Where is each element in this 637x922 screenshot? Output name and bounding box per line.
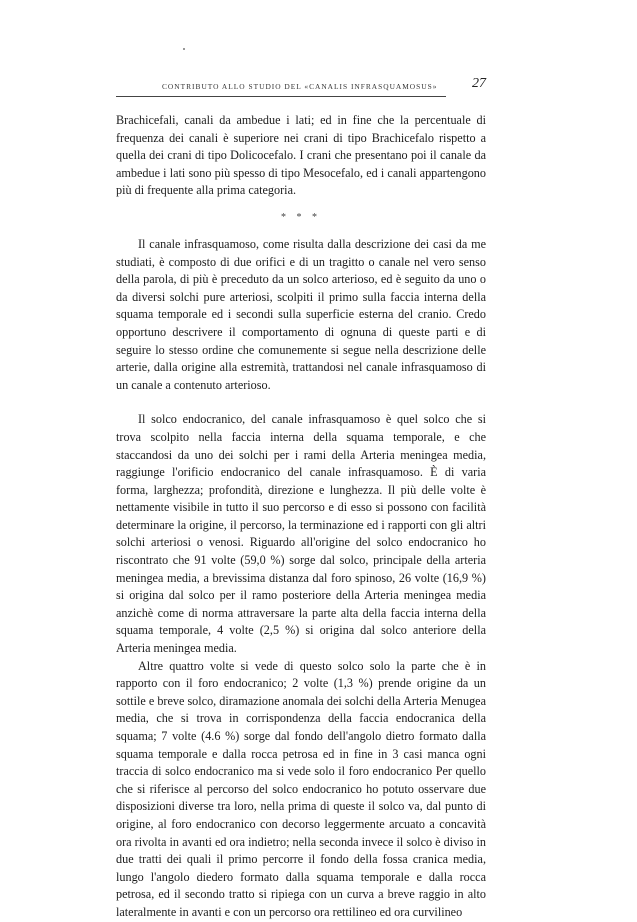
paragraph-groove-course: Altre quattro volte si vede di questo solco solo la parte che è in rapporto con il foro endocranico; 2 volte (1,3 %) prende origine da un sottile e breve solco, diramazione anomala dei solchi della Arteria Menugea media, che si trova in corrispondenza della faccia endocranica della squama; 7 volte (4.6 %) sorge dal fondo dell'angolo dietro formato dalla squama temporale e dalla rocca petrosa ed in fine in 3 casi manca ogni traccia di solco endocranico ma si vede solo il foro endocranico Per quello che si riferisce al percorso del solco endocranico ho potuto osservare due disposizioni diverse tra loro, nella prima di queste il solco va, dal punto di origine, al foro endocranico con decorso leggermente arcuato a concavità ora rivolta in avanti ed ora indietro; nella seconda invece il solco è diviso in due tratti dei quali il primo percorre il fondo della fossa cranica media, lungo l'angolo diedero formato dalla squama temporale e dalla rocca petrosa, ed il secondo tratto si ripiega con un curva a breve raggio in alto lateralmente in avanti e con un percorso ora rettilineo ed ora curvilineo (116, 658, 486, 919)
print-speck (183, 48, 185, 50)
running-title: CONTRIBUTO ALLO STUDIO DEL «CANALIS INFRASQUAMOSUS» (162, 82, 438, 91)
section-asterism: * * * (281, 211, 321, 223)
paragraph-continuation: Brachicefali, canali da ambedue i lati; ed in fine che la percentuale di frequenza dei canali è superiore nei crani di tipo Brachicefalo rispetto a quella dei crani di tipo Dolicocefalo. I crani che presentano poi il canale da ambedue i lati sono più spesso di tipo Mesocefalo, ed i canali appartengono più di frequente alla prima categoria. (116, 113, 486, 198)
page-number: 27 (472, 76, 486, 91)
paragraph-endocranial-groove: Il solco endocranico, del canale infrasquamoso è quel solco che si trova scolpito nella faccia interna della squama temporale, e che staccandosi da uno dei solchi per i rami della Arteria meningea media, raggiunge l'orificio endocranico del canale infrasquamoso. È di varia forma, larghezza; profondità, direzione e lunghezza. Il più delle volte è nettamente visibile in tutto il suo percorso e di esso si possono con facilità determinare la origine, il percorso, la terminazione ed i rapporti con gli altri solchi arteriosi o venosi. Riguardo all'origine del solco endocranico ho riscontrato che 91 volte (59,0 %) sorge dal solco, principale della arteria meningea media, a brevissima distanza dal foro spinoso, 26 volte (16,9 %) si origina dal solco per il ramo posteriore della Arteria meningea media anzichè come di norma attraversare la parte alta della faccia interna della squama temporale, 4 volte (2,5 %) si origina dal solco anteriore della Arteria meningea media. (116, 412, 486, 656)
paragraph-gap (116, 394, 486, 411)
header-rule (116, 96, 446, 97)
paragraph-canal-overview: Il canale infrasquamoso, come risulta dalla descrizione dei casi da me studiati, è composto di due orifici e di un tragitto o canale nel vero senso della parola, di più è preceduto da un solco arterioso, ed è seguito da uno o da diversi solchi pure arteriosi, scolpiti il primo sulla faccia interna della squama temporale ed i secondi sulla superficie esterna del cranio. Credo opportuno descrivere il comportamento di ognuna di queste parti e di seguire lo stesso ordine che comunemente si segue nella descrizione delle arterie, dalla origine alla estremità, trattandosi nel canale infrasquamoso di un canale a contenuto arterioso. (116, 236, 486, 392)
page-header (116, 76, 486, 100)
body-text (116, 112, 486, 922)
